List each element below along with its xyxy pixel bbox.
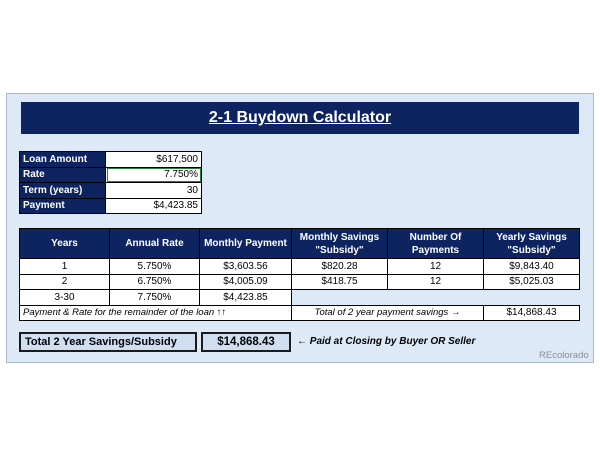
calculator-panel [6, 93, 594, 363]
term-label: Term (years) [20, 183, 106, 199]
total-savings-note: Total of 2 year payment savings → [292, 305, 484, 321]
buydown-schedule-table [19, 228, 580, 321]
empty-cell [292, 290, 580, 306]
loan-amount-value[interactable]: $617,500 [106, 152, 202, 168]
col-years: Years [20, 229, 110, 259]
loan-row [20, 183, 202, 199]
loan-row [20, 198, 202, 214]
cell-payment: $3,603.56 [200, 259, 292, 275]
cell-yearly: $9,843.40 [484, 259, 580, 275]
col-annual-rate: Annual Rate [110, 229, 200, 259]
cell-years: 3-30 [20, 290, 110, 306]
watermark: REcolorado [539, 350, 589, 361]
rate-value[interactable]: 7.750% [106, 167, 202, 183]
cell-count: 12 [388, 259, 484, 275]
closing-note: ← Paid at Closing by Buyer OR Seller [297, 336, 476, 347]
payment-value[interactable]: $4,423.85 [106, 198, 202, 214]
cell-rate: 6.750% [110, 274, 200, 290]
loan-row [20, 167, 202, 183]
table-row [20, 274, 580, 290]
cell-rate: 5.750% [110, 259, 200, 275]
loan-amount-label: Loan Amount [20, 152, 106, 168]
cell-payment: $4,005.09 [200, 274, 292, 290]
total-savings-amount: $14,868.43 [201, 332, 291, 352]
table-header-row [20, 229, 580, 259]
rate-label: Rate [20, 167, 106, 183]
total-savings-value: $14,868.43 [484, 305, 580, 321]
table-row [20, 290, 580, 306]
cell-payment: $4,423.85 [200, 290, 292, 306]
col-monthly-payment: Monthly Payment [200, 229, 292, 259]
col-monthly-savings: Monthly Savings "Subsidy" [292, 229, 388, 259]
cell-savings: $820.28 [292, 259, 388, 275]
cell-years: 2 [20, 274, 110, 290]
col-number-of-payments: Number Of Payments [388, 229, 484, 259]
payment-label: Payment [20, 198, 106, 214]
cell-savings: $418.75 [292, 274, 388, 290]
cell-years: 1 [20, 259, 110, 275]
term-value[interactable]: 30 [106, 183, 202, 199]
loan-details-table [19, 151, 202, 214]
cell-count: 12 [388, 274, 484, 290]
remainder-note: Payment & Rate for the remainder of the loan ↑↑ [20, 305, 292, 321]
notes-row [20, 305, 580, 321]
title-bar [21, 102, 579, 134]
cell-rate: 7.750% [110, 290, 200, 306]
table-row [20, 259, 580, 275]
col-yearly-savings: Yearly Savings "Subsidy" [484, 229, 580, 259]
cell-yearly: $5,025.03 [484, 274, 580, 290]
total-savings-label: Total 2 Year Savings/Subsidy [19, 332, 197, 352]
loan-row [20, 152, 202, 168]
page-title: 2-1 Buydown Calculator [208, 109, 392, 126]
